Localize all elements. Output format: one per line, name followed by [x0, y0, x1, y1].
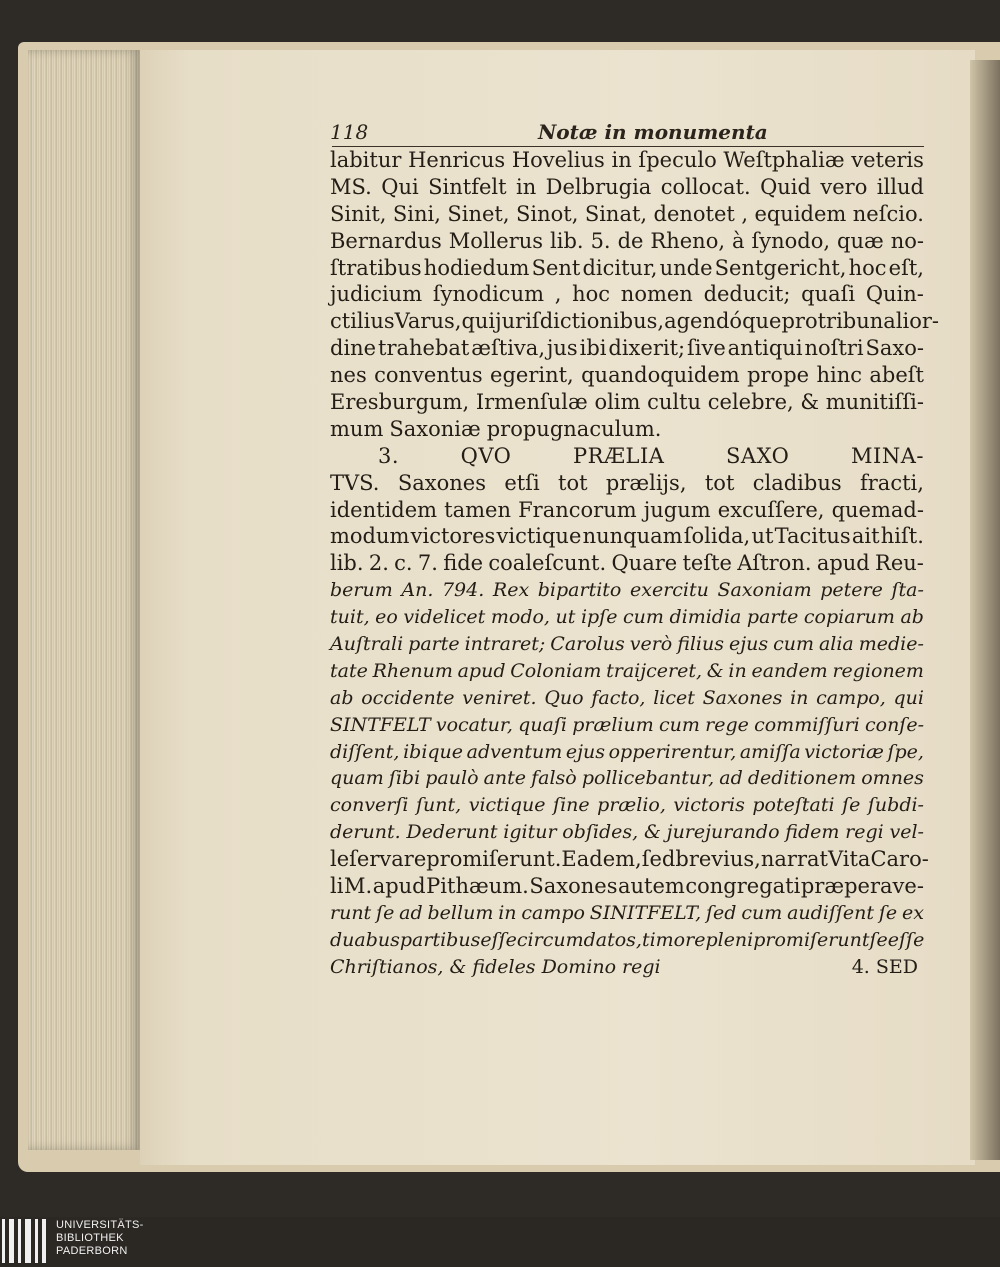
text-line: SINTFELT vocatur, quaſi prælium cum rege commiſſuri conſe-	[330, 713, 924, 736]
library-name-line-3: PADERBORN	[56, 1245, 128, 1257]
text-line: Eresburgum, Irmenſulæ olim cultu celebre, & munitiſſi-	[330, 390, 924, 415]
text-line: le ſervare promiſerunt. Eadem, ſed brevius, narrat Vita Caro-	[330, 847, 929, 872]
text-line: Bernardus Mollerus lib. 5. de Rheno, à ſynodo, quæ no-	[330, 228, 924, 253]
text-line: quam ſibi paulò ante falsò pollicebantur, ad deditionem omnes	[330, 767, 924, 790]
text-line: MS. Qui Sintfelt in Delbrugia collocat. Quid vero illud	[330, 174, 924, 199]
text-line: Chriſtianos, & fideles Domino regi 4. SED	[330, 954, 924, 981]
library-name-line-2: BIBLIOTHEK	[56, 1232, 124, 1244]
running-head: Notæ in monumenta	[538, 120, 768, 144]
text-line: converſi ſunt, victique ſine prælio, victoris poteſtati ſe ſubdi-	[330, 794, 924, 817]
text-line: tate Rhenum apud Coloniam traijceret, & in eandem regionem	[330, 659, 924, 682]
page-edges	[28, 50, 140, 1150]
text-line: labitur Henricus Hovelius in ſpeculo Weſtphaliæ veteris	[330, 148, 924, 172]
body-text	[330, 147, 940, 981]
catchword: 4. SED	[851, 955, 918, 978]
text-line: runt ſe ad bellum in campo SINITFELT, ſed cum audiſſent ſe ex	[330, 901, 924, 924]
text-line: tuit, eo videlicet modo, ut ipſe cum dimidia parte copiarum ab	[330, 606, 924, 629]
text-line: TVS. Saxones etſi tot prælijs, tot cladibus fracti,	[330, 470, 924, 495]
text-line: 3. QVO PRÆLIA SAXO MINA-	[378, 443, 924, 468]
text-line: lib. 2. c. 7. fide coaleſcunt. Quare teſte Aſtron. apud Reu-	[330, 551, 924, 576]
text-line: mum Saxoniæ propugnaculum.	[330, 416, 662, 441]
text-line: diſſent, ibique adventum ejus opperirentur, amiſſa victoriæ ſpe,	[330, 740, 924, 763]
page-header	[330, 120, 922, 146]
text-line: Sinit, Sini, Sinet, Sinot, Sinat, denotet , equidem neſcio.	[330, 201, 924, 226]
text-line: duabus partibus eſſe circumdatos, timore pleni promiſerunt ſe eſſe	[330, 928, 925, 951]
text-line: dine trahebat æſtiva, jus ibi dixerit; ſive antiqui noſtri Saxo-	[330, 336, 924, 361]
text-line: ſtratibus hodiedum Sent dicitur, unde Sentgericht, hoc eſt,	[330, 255, 924, 280]
library-name	[56, 1219, 144, 1258]
text-line: berum An. 794. Rex bipartito exercitu Saxoniam petere ſta-	[330, 579, 924, 602]
text-line: ctilius Varus, qui juriſdictionibus, agendóque pro tribunali or-	[330, 309, 940, 334]
page-fore-edge	[970, 60, 1000, 1160]
text-line: Auſtrali parte intraret; Carolus verò filius ejus cum alia medie-	[330, 633, 924, 656]
library-name-line-1: UNIVERSITÄTS-	[56, 1219, 144, 1231]
library-logo-icon	[0, 1219, 50, 1263]
text-line: nes conventus egerint, quandoquidem prope hinc abeſt	[330, 363, 924, 388]
text-line: ab occidente veniret. Quo facto, licet Saxones in campo, qui	[330, 686, 924, 709]
text-line: judicium ſynodicum , hoc nomen deducit; quaſi Quin-	[330, 282, 924, 307]
library-footer	[0, 1217, 1000, 1267]
text-line: modum victores victique nunquam ſolida, ut Tacitus ait hiſt.	[330, 524, 924, 549]
text-line: identidem tamen Francorum jugum excuſſere, quemad-	[330, 497, 924, 522]
page-number: 118	[330, 120, 369, 144]
text-line: derunt. Dederunt igitur obſides, & jurejurando fidem regi vel-	[330, 821, 924, 844]
text-line: li M. apud Pithæum. Saxones autem congregati præperave-	[330, 874, 924, 899]
